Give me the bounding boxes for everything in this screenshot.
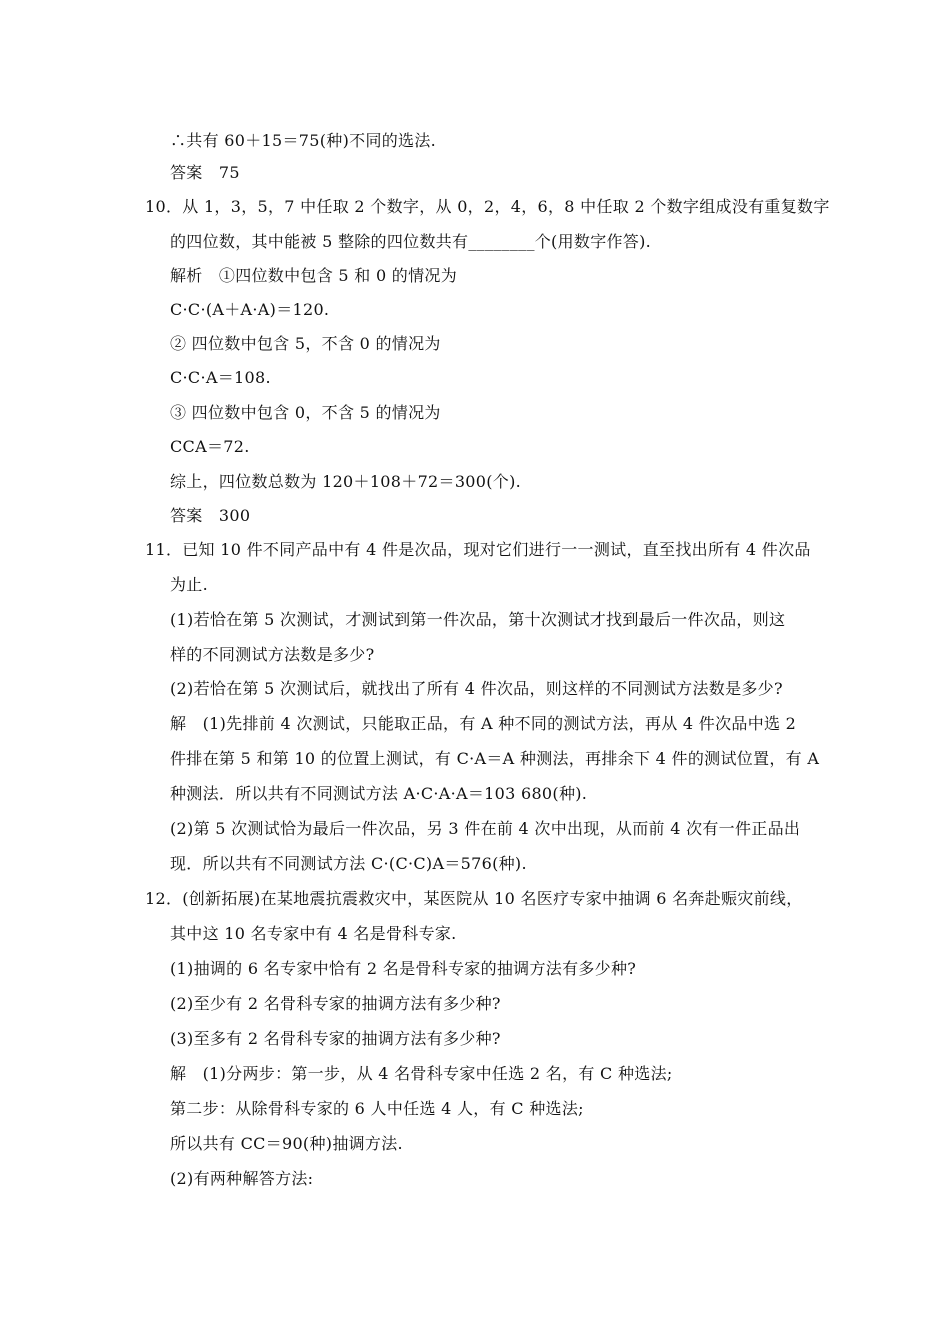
text-line: 件排在第 5 和第 10 的位置上测试，有 C·A＝A 种测法，再排余下 4 件的测试位置，有 A	[170, 749, 820, 768]
text-line: 其中这 10 名专家中有 4 名是骨科专家.	[170, 924, 457, 943]
text-line: 所以共有 CC＝90(种)抽调方法.	[170, 1134, 403, 1153]
text-line: (1)若恰在第 5 次测试，才测试到第一件次品，第十次测试才找到最后一件次品，则这	[170, 610, 786, 629]
problem-10-line: 10．从 1，3，5，7 中任取 2 个数字，从 0，2，4，6，8 中任取 2 个数字组成没有重复数字	[145, 197, 830, 216]
text-line: (3)至多有 2 名骨科专家的抽调方法有多少种?	[170, 1029, 501, 1048]
text-line: C·C·(A＋A·A)＝120.	[170, 300, 330, 319]
problem-11-line: 11．已知 10 件不同产品中有 4 件是次品，现对它们进行一一测试，直至找出所有 4 件次品	[145, 540, 811, 559]
text-line: 样的不同测试方法数是多少?	[170, 645, 375, 664]
problem-12-line: 12．(创新拓展)在某地震抗震救灾中，某医院从 10 名医疗专家中抽调 6 名奔赴赈灾前线，	[145, 889, 803, 908]
text-line: ③ 四位数中包含 0，不含 5 的情况为	[170, 403, 441, 422]
text-line: 为止.	[170, 575, 208, 594]
text-line: 的四位数，其中能被 5 整除的四位数共有________个(用数字作答).	[170, 232, 652, 251]
text-line: 解析 ①四位数中包含 5 和 0 的情况为	[170, 266, 458, 285]
text-line: (1)抽调的 6 名专家中恰有 2 名是骨科专家的抽调方法有多少种?	[170, 959, 637, 978]
text-line: (2)若恰在第 5 次测试后，就找出了所有 4 件次品，则这样的不同测试方法数是多少?	[170, 679, 783, 698]
text-line: (2)第 5 次测试恰为最后一件次品，另 3 件在前 4 次中出现，从而前 4 次有一件正品出	[170, 819, 801, 838]
text-line: ② 四位数中包含 5，不含 0 的情况为	[170, 334, 441, 353]
text-line: (2)有两种解答方法:	[170, 1169, 314, 1188]
text-line: ∴共有 60＋15＝75(种)不同的选法.	[170, 131, 437, 150]
text-line: 综上，四位数总数为 120＋108＋72＝300(个).	[170, 472, 522, 491]
text-line: 答案 75	[170, 163, 240, 182]
text-line: 种测法．所以共有不同测试方法 A·C·A·A＝103 680(种).	[170, 784, 588, 803]
text-line: CCA＝72.	[170, 437, 250, 456]
text-line: 解 (1)先排前 4 次测试，只能取正品，有 A 种不同的测试方法，再从 4 件次品中选 2	[170, 714, 797, 733]
text-line: C·C·A＝108.	[170, 368, 271, 387]
text-line: 解 (1)分两步：第一步，从 4 名骨科专家中任选 2 名，有 C 种选法;	[170, 1064, 673, 1083]
text-line: 答案 300	[170, 506, 251, 525]
text-line: 第二步：从除骨科专家的 6 人中任选 4 人，有 C 种选法;	[170, 1099, 584, 1118]
text-line: 现．所以共有不同测试方法 C·(C·C)A＝576(种).	[170, 854, 527, 873]
text-line: (2)至少有 2 名骨科专家的抽调方法有多少种?	[170, 994, 501, 1013]
